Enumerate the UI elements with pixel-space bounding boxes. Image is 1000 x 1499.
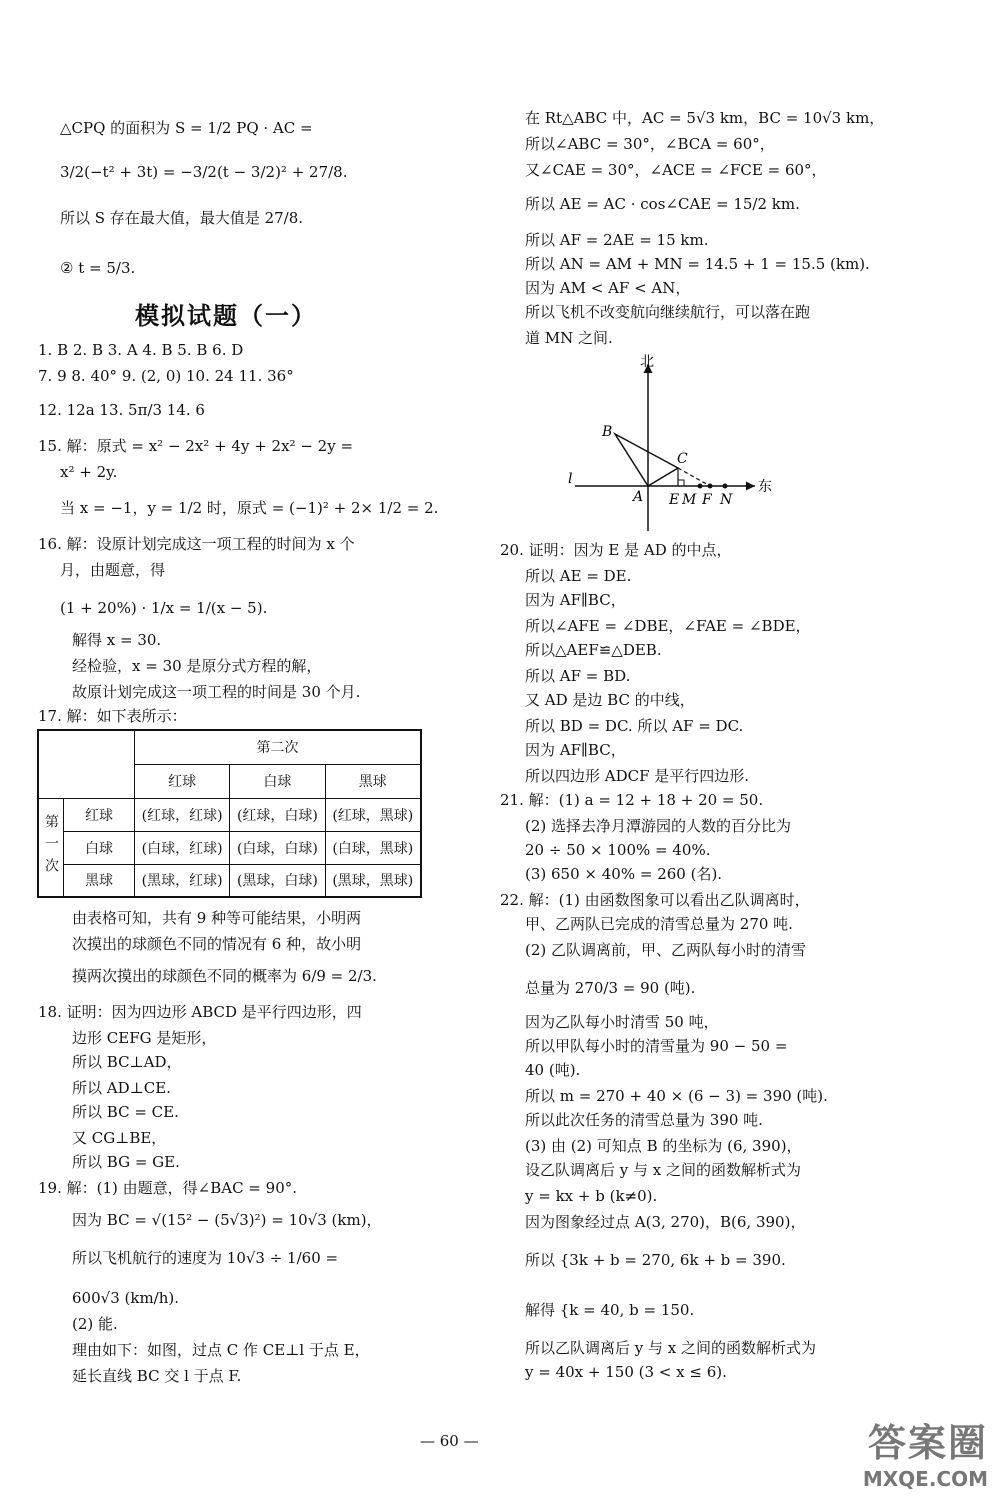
label-n: N (720, 492, 733, 508)
text-line: ② t = 5/3. (60, 259, 136, 277)
text-line: 所以此次任务的清雪总量为 390 吨. (525, 1111, 763, 1129)
text-line: 所以 AF = 2AE = 15 km. (525, 231, 709, 249)
text-line: 因为乙队每小时清雪 50 吨， (525, 1013, 719, 1031)
answer-line: 解得 x = 30. (72, 631, 162, 649)
table-cell: (白球，黑球) (325, 831, 421, 864)
col-head: 白球 (230, 764, 325, 798)
text-line: 所以∠ABC = 30°，∠BCA = 60°， (525, 135, 775, 153)
label-a: A (633, 489, 644, 505)
table-header-first: 第一次 (38, 798, 64, 897)
text-line: y = kx + b (k≠0). (525, 1187, 658, 1205)
text-line: 在 Rt△ABC 中，AC = 5√3 km，BC = 10√3 km， (525, 109, 885, 127)
text-line: 摸两次摸出的球颜色不同的概率为 6/9 = 2/3. (72, 967, 377, 985)
text-line: 所以 BC⊥AD， (72, 1053, 182, 1071)
label-c: C (677, 451, 688, 467)
answer-line: 月，由题意，得 (60, 561, 166, 579)
text-line: 边形 CEFG 是矩形， (72, 1029, 217, 1047)
text-line: 40 (吨). (525, 1061, 581, 1079)
label-e: E (669, 492, 680, 508)
row-head: 红球 (64, 798, 135, 831)
text-line: 所以∠AFE = ∠DBE，∠FAE = ∠BDE， (525, 617, 811, 635)
label-m: M (682, 492, 697, 508)
text-line: 道 MN 之间. (525, 329, 613, 347)
text-line: 所以 AN = AM + MN = 14.5 + 1 = 15.5 (km). (525, 255, 870, 273)
table-cell: (黑球，白球) (230, 864, 325, 897)
text-line: 所以 {3k + b = 270, 6k + b = 390. (525, 1251, 786, 1269)
text-line: (3) 650 × 40% = 260 (名). (525, 865, 723, 883)
text-line: 19. 解：(1) 由题意，得∠BAC = 90°. (38, 1179, 297, 1197)
label-f: F (702, 492, 712, 508)
text-line: 延长直线 BC 交 l 于点 F. (72, 1367, 242, 1385)
answer-line: (1 + 20%) · 1/x = 1/(x − 5). (60, 599, 268, 617)
answer-line: 12. 12a 13. 5π/3 14. 6 (38, 401, 205, 419)
text-line: (2) 乙队调离前，甲、乙两队每小时的清雪 (525, 941, 807, 959)
text-line: (3) 由 (2) 可知点 B 的坐标为 (6, 390)， (525, 1137, 802, 1155)
text-line: 所以 BG = GE. (72, 1153, 180, 1171)
text-line: 所以 AD⊥CE. (72, 1079, 171, 1097)
text-line: 因为 AF∥BC， (525, 591, 626, 609)
text-line: 理由如下：如图，过点 C 作 CE⊥l 于点 E， (72, 1341, 370, 1359)
watermark (863, 1412, 988, 1491)
text-line: 所以 BD = DC. 所以 AF = DC. (525, 717, 744, 735)
text-line: 22. 解：(1) 由函数图象可以看出乙队调离时， (500, 891, 810, 909)
table-cell: (红球，红球) (134, 798, 229, 831)
answer-line: 7. 9 8. 40° 9. (2, 0) 10. 24 11. 36° (38, 367, 294, 385)
answer-line: 经检验，x = 30 是原分式方程的解， (72, 657, 322, 675)
text-line: (2) 能. (72, 1315, 118, 1333)
answer-line: 17. 解：如下表所示： (38, 707, 187, 725)
table-corner (38, 730, 134, 798)
text-line: (2) 选择去净月潭游园的人数的百分比为 (525, 817, 792, 835)
text-line: 所以飞机不改变航向继续航行，可以落在跑 (525, 303, 811, 321)
answer-line: 15. 解：原式 = x² − 2x² + 4y + 2x² − 2y = (38, 437, 354, 455)
label-l: l (568, 471, 573, 487)
text-line: 由表格可知，共有 9 种等可能结果，小明两 (72, 909, 362, 927)
text-line: △CPQ 的面积为 S = 1/2 PQ · AC = (60, 119, 313, 137)
answer-line: 16. 解：设原计划完成这一项工程的时间为 x 个 (38, 535, 355, 553)
point-m (698, 484, 703, 489)
row-head: 黑球 (64, 864, 135, 897)
triangle-abc (615, 434, 678, 486)
text-line: 所以 BC = CE. (72, 1103, 179, 1121)
col-head: 黑球 (325, 764, 421, 798)
text-line: 次摸出的球颜色不同的情况有 6 种，故小明 (72, 935, 362, 953)
label-east: 东 (758, 479, 772, 495)
answer-line: x² + 2y. (60, 463, 118, 481)
geometry-figure (560, 346, 790, 536)
table-cell: (红球，白球) (230, 798, 325, 831)
text-line: 因为 AM < AF < AN， (525, 279, 691, 297)
text-line: 所以△AEF≌△DEB. (525, 641, 662, 659)
right-angle-mark (678, 480, 684, 486)
text-line: 20. 证明：因为 E 是 AD 的中点， (500, 541, 732, 559)
text-line: 所以甲队每小时的清雪量为 90 − 50 = (525, 1037, 788, 1055)
text-line: 所以乙队调离后 y 与 x 之间的函数解析式为 (525, 1339, 817, 1357)
table-cell: (黑球，红球) (134, 864, 229, 897)
table-cell: (黑球，黑球) (325, 864, 421, 897)
text-line: 所以 AE = AC · cos∠CAE = 15/2 km. (525, 195, 800, 213)
answer-line: 当 x = −1，y = 1/2 时，原式 = (−1)² + 2× 1/2 = 2. (60, 499, 439, 517)
text-line: 又 AD 是边 BC 的中线， (525, 691, 695, 709)
text-line: 所以 m = 270 + 40 × (6 − 3) = 390 (吨). (525, 1087, 828, 1105)
text-line: 所以四边形 ADCF 是平行四边形. (525, 767, 750, 785)
page-number: — 60 — (420, 1432, 479, 1450)
text-line: 18. 证明：因为四边形 ABCD 是平行四边形，四 (38, 1003, 362, 1021)
watermark-url: MXQE.COM (862, 1467, 988, 1491)
text-line: 又 CG⊥BE， (72, 1129, 167, 1147)
text-line: 又∠CAE = 30°，∠ACE = ∠FCE = 60°， (525, 161, 827, 179)
text-line: 总量为 270/3 = 90 (吨). (525, 979, 696, 997)
cf-dashed-line (678, 468, 710, 486)
text-line: 所以 AE = DE. (525, 567, 632, 585)
text-line: y = 40x + 150 (3 < x ≤ 6). (525, 1363, 727, 1381)
text-line: 所以 S 存在最大值，最大值是 27/8. (60, 209, 304, 227)
text-line: 所以飞机航行的速度为 10√3 ÷ 1/60 = (72, 1249, 339, 1267)
text-line: 21. 解：(1) a = 12 + 18 + 20 = 50. (500, 791, 764, 809)
table-cell: (红球，黑球) (325, 798, 421, 831)
text-line: 因为图象经过点 A(3, 270)，B(6, 390)， (525, 1213, 806, 1231)
point-f (708, 484, 713, 489)
text-line: 因为 AF∥BC， (525, 741, 626, 759)
text-line: 3/2(−t² + 3t) = −3/2(t − 3/2)² + 27/8. (60, 163, 348, 181)
row-head: 白球 (64, 831, 135, 864)
answer-line: 故原计划完成这一项工程的时间是 30 个月. (72, 683, 361, 701)
text-line: 解得 {k = 40, b = 150. (525, 1301, 695, 1319)
watermark-logo: 答案圈 (867, 1421, 988, 1465)
label-b: B (602, 424, 613, 440)
text-line: 因为 BC = √(15² − (5√3)²) = 10√3 (km)， (72, 1211, 382, 1229)
point-n (723, 484, 728, 489)
col-head: 红球 (134, 764, 229, 798)
table-header-second: 第二次 (134, 730, 421, 764)
text-line: 所以 AF = BD. (525, 667, 631, 685)
text-line: 20 ÷ 50 × 100% = 40%. (525, 841, 711, 859)
text-line: 600√3 (km/h). (72, 1289, 179, 1307)
table-cell: (白球，红球) (134, 831, 229, 864)
table-cell: (白球，白球) (230, 831, 325, 864)
answer-line: 1. B 2. B 3. A 4. B 5. B 6. D (38, 341, 244, 359)
label-north: 北 (640, 354, 654, 370)
text-line: 设乙队调离后 y 与 x 之间的函数解析式为 (525, 1161, 802, 1179)
outcome-table (37, 729, 422, 898)
text-line: 甲、乙两队已完成的清雪总量为 270 吨. (525, 915, 793, 933)
section-title: 模拟试题（一） (135, 302, 317, 330)
